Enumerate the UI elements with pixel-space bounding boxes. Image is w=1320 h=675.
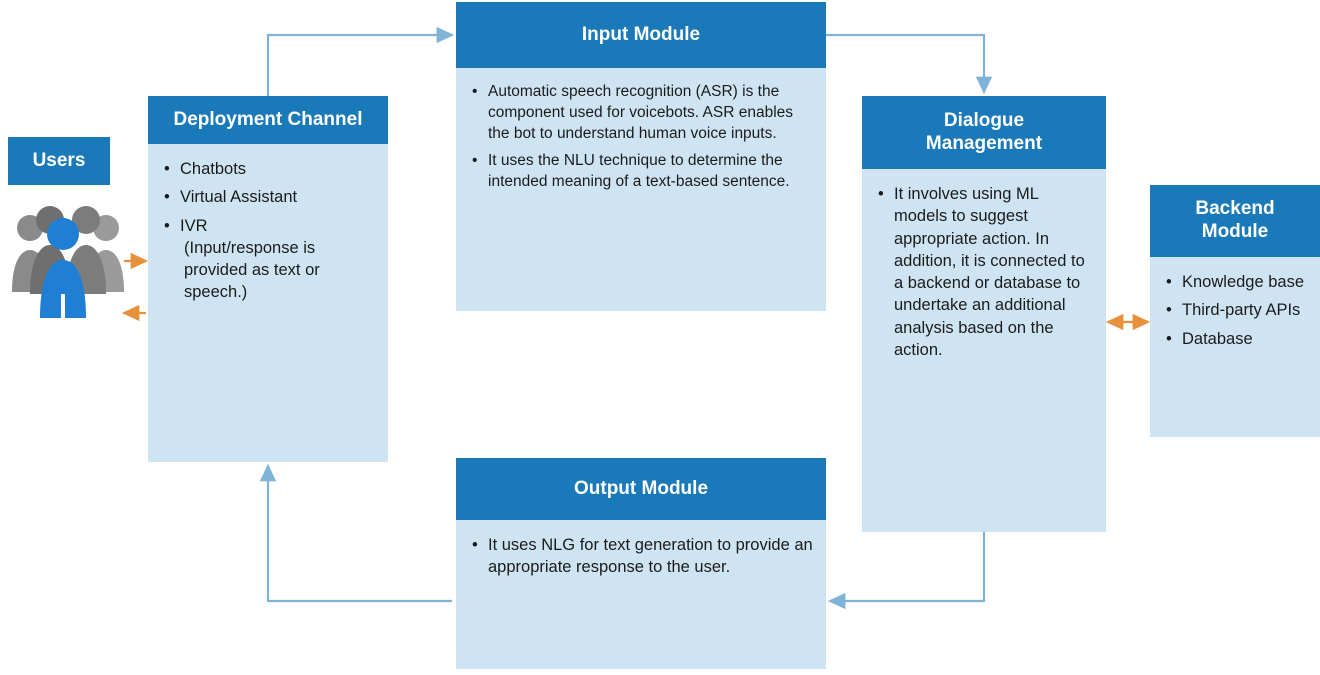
arrow-dialogue-to-output	[830, 532, 984, 601]
list-item: • Chatbots	[178, 158, 378, 180]
dialogue-management-list	[874, 183, 1096, 361]
list-item: • Third-party APIs	[1180, 299, 1310, 321]
input-module-title: Input Module	[456, 2, 826, 68]
deployment-channel-body	[148, 144, 388, 462]
output-module-title: Output Module	[456, 458, 826, 520]
users-group-icon	[8, 198, 128, 323]
arrow-input-to-dialogue	[826, 35, 984, 92]
list-item: • It involves using ML models to suggest appropriate action. In addition, it is connected to a backend or database to undertake an additional analysis based on the action.	[892, 183, 1096, 361]
backend-module-title	[1150, 185, 1320, 257]
deployment-channel-note: (Input/response is provided as text or speech.)	[184, 238, 320, 302]
list-item: • Database	[1180, 328, 1310, 350]
list-item: • It uses the NLU technique to determine the intended meaning of a text-based sentence.	[486, 151, 816, 193]
users-title: Users	[8, 137, 110, 185]
list-item: • IVR (Input/response is provided as text or speech.)	[178, 215, 378, 304]
dialogue-management-title-line1: Dialogue	[943, 109, 1025, 131]
backend-module-list	[1162, 271, 1310, 350]
arrow-deployment-to-input	[268, 35, 452, 96]
input-module-body	[456, 68, 826, 311]
dialogue-management-title	[862, 96, 1106, 169]
output-module-list	[468, 534, 816, 579]
dialogue-management-body	[862, 169, 1106, 532]
backend-module-title-line2: Module	[1201, 221, 1269, 242]
deployment-channel-title: Deployment Channel	[148, 96, 388, 144]
list-item: • It uses NLG for text generation to provide an appropriate response to the user.	[486, 534, 816, 579]
list-item: • Automatic speech recognition (ASR) is the component used for voicebots. ASR enables the bot to understand human voice inputs.	[486, 82, 816, 145]
deployment-channel-list	[160, 158, 378, 304]
list-item: • Virtual Assistant	[178, 186, 378, 208]
input-module-list	[468, 82, 816, 193]
dialogue-management-title-line2: Management	[925, 132, 1043, 154]
bottom-margin	[0, 669, 1320, 675]
output-module-body	[456, 520, 826, 670]
list-item: • Knowledge base	[1180, 271, 1310, 293]
backend-module-title-line1: Backend	[1195, 198, 1275, 220]
backend-module-body	[1150, 257, 1320, 437]
arrow-output-to-deployment	[268, 466, 452, 601]
